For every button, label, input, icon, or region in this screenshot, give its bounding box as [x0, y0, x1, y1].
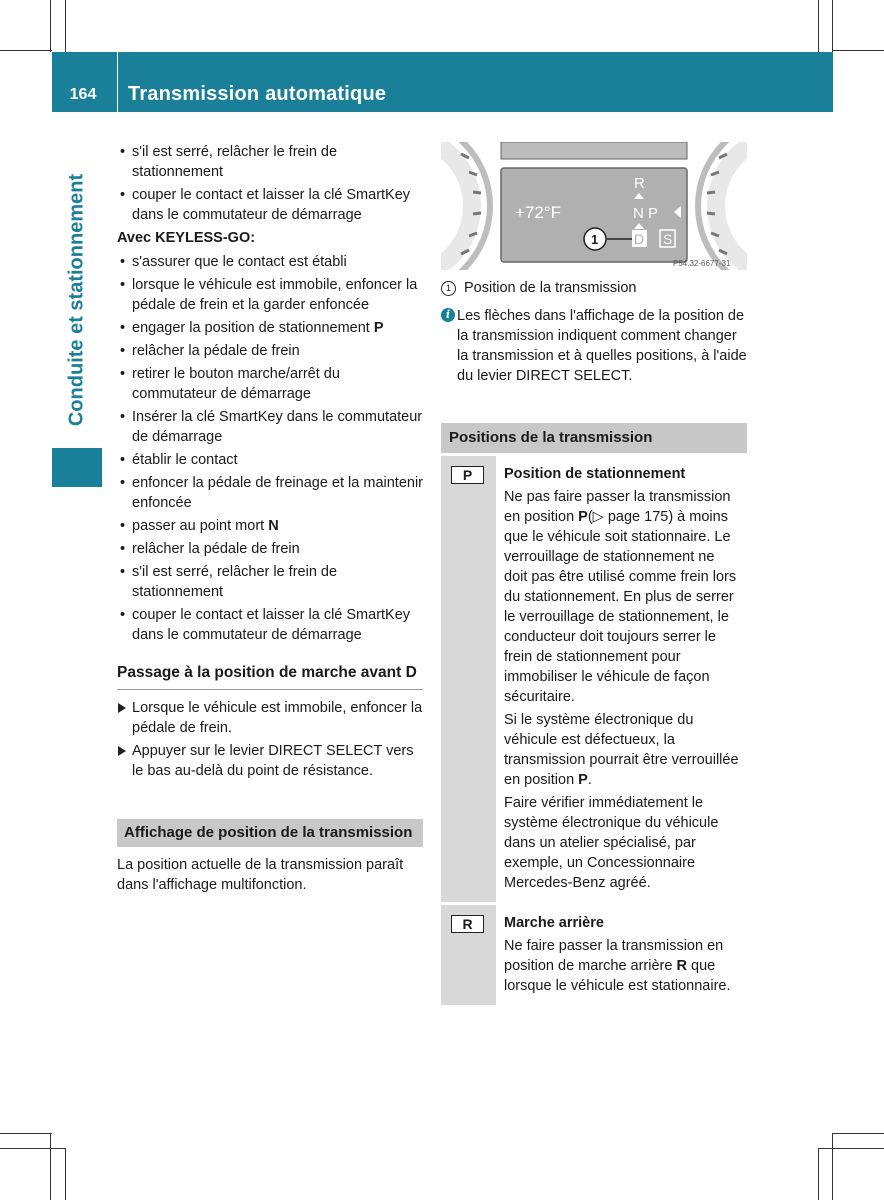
gear-key-r: R — [451, 915, 484, 933]
gear-indicator-d: D — [634, 231, 645, 247]
table-title: Positions de la transmission — [441, 423, 747, 453]
crop-mark — [65, 0, 66, 52]
side-tab-marker — [52, 448, 102, 487]
crop-mark — [818, 1148, 819, 1200]
list-item: • enfoncer la pédale de freinage et la maintenir enfoncée — [117, 473, 423, 513]
list-item: • s'il est serré, relâcher le frein de stationnement — [117, 142, 423, 182]
gear-letter: N — [268, 518, 279, 534]
figure-code: P54.32-6677-31 — [673, 259, 731, 268]
keyless-heading: Avec KEYLESS-GO: — [117, 230, 256, 246]
gear-indicator-s: S — [663, 231, 673, 247]
step-item: Lorsque le véhicule est immobile, enfoncer la pédale de frein. — [117, 698, 423, 738]
crop-mark — [0, 50, 52, 51]
left-column — [117, 142, 423, 895]
crop-mark — [832, 0, 833, 52]
row-title: Marche arrière — [504, 915, 604, 931]
temperature-readout: +72°F — [515, 203, 562, 222]
gear-indicator-r: R — [634, 175, 645, 192]
info-note — [441, 306, 747, 386]
display-section-title: Affichage de position de la transmission — [117, 819, 423, 847]
list-item — [117, 318, 423, 338]
gear-letter: P — [373, 320, 384, 336]
list-item: • relâcher la pédale de frein — [117, 341, 423, 361]
key-cell — [441, 456, 496, 902]
crop-mark — [818, 0, 819, 52]
bullet-list-keyless — [117, 252, 423, 645]
crop-mark — [832, 1133, 833, 1200]
row-body — [496, 456, 747, 902]
text-run: Ne pas faire passer la transmission en position — [504, 489, 731, 525]
list-item: • s'assurer que le contact est établi — [117, 252, 423, 272]
list-item: • lorsque le véhicule est immobile, enfoncer la pédale de frein et la garder enfoncée — [117, 275, 423, 315]
list-item — [117, 516, 423, 536]
step-item: Appuyer sur le levier DIRECT SELECT vers le bas au-delà du point de résistance. — [117, 741, 423, 781]
right-column — [441, 142, 747, 1005]
side-section-text: Conduite et stationnement — [65, 173, 88, 427]
caption-text: Position de la transmission — [464, 280, 637, 296]
page-number: 164 — [69, 86, 97, 103]
text-run: que lorsque le véhicule est stationnaire. — [504, 958, 731, 994]
page-title: Transmission automatique — [128, 83, 387, 105]
crop-mark — [50, 0, 51, 52]
row-paragraph — [504, 710, 741, 790]
gear-letter: P — [578, 772, 588, 788]
table-row — [441, 902, 747, 1005]
crop-mark — [818, 1148, 884, 1149]
row-paragraph — [504, 936, 741, 996]
bullet-list-smartkey — [117, 142, 423, 225]
list-item: • retirer le bouton marche/arrêt du commutateur de démarrage — [117, 364, 423, 404]
row-paragraph: Faire vérifier immédiatement le système électronique du véhicule dans un atelier spécialisé, par exemple, un Concessionnaire Mercedes-Benz agréé. — [504, 795, 719, 891]
list-item: • Insérer la clé SmartKey dans le commutateur de démarrage — [117, 407, 423, 447]
text-run: Ne faire passer la transmission en position de marche arrière — [504, 938, 724, 974]
gear-letter: P — [578, 509, 588, 525]
list-item: • établir le contact — [117, 450, 423, 470]
callout-number: 1 — [591, 232, 599, 247]
list-item-text: engager la position de stationnement — [132, 320, 370, 336]
drive-heading: Passage à la position de marche avant D — [117, 663, 423, 690]
figure-caption — [441, 278, 747, 298]
gear-letter: R — [676, 958, 687, 974]
list-item: • relâcher la pédale de frein — [117, 539, 423, 559]
info-text: Les flèches dans l'affichage de la position de la transmission indiquent comment changer la transmission et à quelles positions, à l'aide du levier DIRECT SELECT. — [457, 308, 747, 384]
row-body — [496, 905, 747, 1005]
crop-mark — [65, 1148, 66, 1200]
crop-mark — [50, 1133, 51, 1200]
gear-indicator-np: N P — [633, 205, 659, 222]
caption-number: 1 — [441, 281, 456, 296]
list-item: • couper le contact et laisser la clé SmartKey dans le commutateur de démarrage — [117, 605, 423, 645]
key-cell — [441, 905, 496, 1005]
row-paragraph — [504, 487, 741, 707]
crop-mark — [0, 1133, 52, 1134]
header-separator — [117, 52, 118, 112]
table-row — [441, 453, 747, 902]
text-run: Si le système électronique du véhicule est défectueux, la transmission pourrait être verrouillée en position — [504, 712, 739, 788]
crop-mark — [832, 1133, 884, 1134]
display-section-text: La position actuelle de la transmission paraît dans l'affichage multifonction. — [117, 857, 404, 893]
text-run: . — [587, 772, 592, 788]
instrument-cluster-illustration — [441, 142, 747, 270]
crop-mark — [0, 1148, 65, 1149]
text-run: (▷ page 175) à moins que le véhicule soit stationnaire. Le verrouillage de stationnement ne doit pas être utilisé comme frein lors du stationnement. En plus de serrer le verrouillage de stationnement, le conducteur doit toujours serrer le frein de stationnement pour immobiliser le véhicule de façon sécuritaire. — [504, 509, 737, 705]
list-item: • couper le contact et laisser la clé SmartKey dans le commutateur de démarrage — [117, 185, 423, 225]
crop-mark — [832, 50, 884, 51]
list-item: • s'il est serré, relâcher le frein de stationnement — [117, 562, 423, 602]
multifunction-display-figure — [441, 142, 747, 270]
transmission-positions-table — [441, 423, 747, 1005]
info-icon: i — [441, 308, 455, 322]
gear-key-p: P — [451, 466, 484, 484]
step-list — [117, 698, 423, 781]
row-title: Position de stationnement — [504, 466, 686, 482]
list-item-text: passer au point mort — [132, 518, 265, 534]
